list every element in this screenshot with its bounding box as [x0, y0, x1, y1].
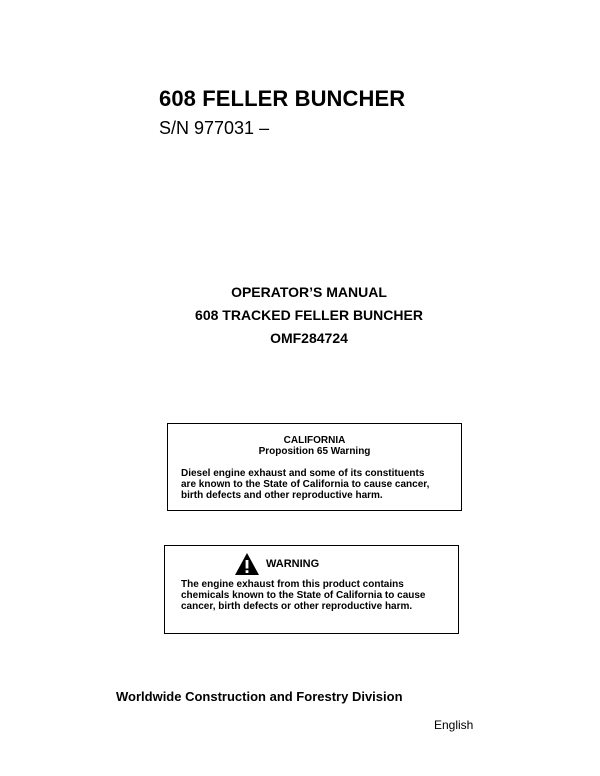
prop65-subheading: Proposition 65 Warning	[258, 446, 371, 457]
manual-type: OPERATOR’S MANUAL	[231, 284, 387, 300]
serial-number: S/N 977031 –	[159, 118, 270, 138]
document-title: 608 FELLER BUNCHER	[159, 86, 406, 111]
warning-header	[234, 552, 319, 576]
warning-notice	[164, 545, 459, 634]
language-label: English	[434, 718, 474, 732]
warning-notice-text	[181, 579, 450, 612]
notice-line: Diesel engine exhaust and some of its constituents	[181, 468, 425, 479]
division-name: Worldwide Construction and Forestry Division	[116, 689, 403, 704]
notice-line: birth defects and other reproductive harm.	[181, 490, 383, 501]
manual-info	[9, 281, 600, 350]
california-prop65-notice	[167, 423, 462, 511]
california-heading: CALIFORNIA	[283, 435, 346, 446]
notice-line: are known to the State of California to cause cancer,	[181, 479, 430, 490]
notice-line: The engine exhaust from this product contains	[181, 579, 404, 590]
warning-triangle-icon	[234, 552, 260, 576]
manual-number: OMF284724	[270, 330, 348, 346]
notice-line: chemicals known to the State of California to cause	[181, 590, 426, 601]
warning-label: WARNING	[266, 558, 320, 570]
manual-machine: 608 TRACKED FELLER BUNCHER	[195, 307, 423, 323]
california-notice-text	[181, 468, 453, 501]
notice-line: cancer, birth defects or other reproductive harm.	[181, 601, 413, 612]
